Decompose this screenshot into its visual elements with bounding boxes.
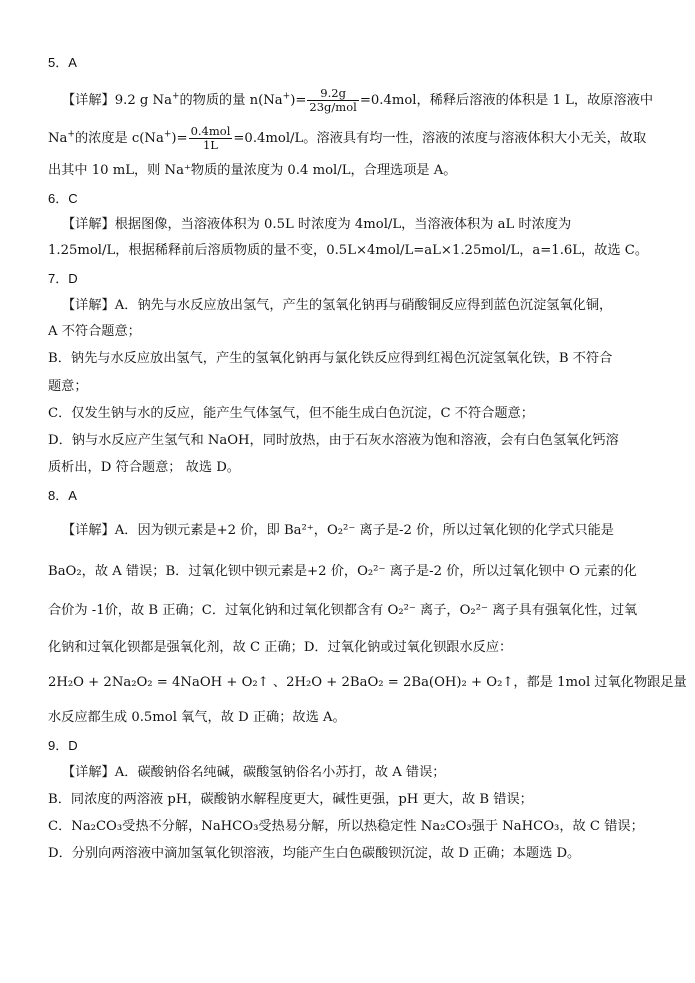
- q9-line-3: C．Na₂CO₃受热不分解，NaHCO₃受热易分解，所以热稳定性 Na₂CO₃强于 NaHCO₃，故 C 错误；: [48, 819, 644, 834]
- q5-text: 【详解】9.2 g Na: [62, 93, 172, 108]
- q5-text: )=: [290, 93, 307, 108]
- q7-line-1: 【详解】A．钠先与水反应放出氢气，产生的氢氧化钠再与硝酸铜反应得到蓝色沉淀氢氧化铜，: [62, 298, 613, 313]
- q7-line-4: 题意；: [48, 379, 88, 394]
- q5-sup: +: [163, 129, 172, 140]
- q8-line-1: 【详解】A．因为钡元素是+2 价，即 Ba²⁺，O₂²⁻ 离子是-2 价，所以过氧化钡的化学式只能是: [62, 523, 614, 538]
- q5-sup: +: [282, 91, 291, 102]
- q7-line-5: C．仅发生钠与水的反应，能产生气体氢气，但不能生成白色沉淀，C 不符合题意；: [48, 406, 534, 421]
- q7-heading: 7．D: [48, 271, 78, 286]
- q5-text: =0.4mol/L。溶液具有均一性，溶液的浓度与溶液体积大小无关，故取: [233, 131, 647, 146]
- q5-heading: 5．A: [48, 55, 77, 70]
- fraction-numerator: 0.4mol: [190, 124, 231, 138]
- fraction-mass: [307, 87, 358, 114]
- q6-heading: 6．C: [48, 191, 78, 206]
- q8-heading: 8．A: [48, 488, 77, 503]
- q9-line-4: D．分别向两溶液中滴加氢氧化钡溶液，均能产生白色碳酸钡沉淀，故 D 正确；本题选 D。: [48, 846, 581, 861]
- q5-sup: +: [67, 129, 75, 140]
- q7-line-7: 质析出，D 符合题意； 故选 D。: [48, 460, 240, 475]
- q5-line-2: [48, 125, 651, 152]
- fraction-denominator: 23g/mol: [309, 100, 357, 114]
- q8-line-2: BaO₂，故 A 错误；B．过氧化钡中钡元素是+2 价，O₂²⁻ 离子是-2 价，所以过氧化钡中 O 元素的化: [48, 564, 637, 579]
- q5-text: =0.4mol，稀释后溶液的体积是 1 L，故原溶液中: [359, 93, 654, 108]
- q9-line-2: B．同浓度的两溶液 pH，碳酸钠水解程度更大，碱性更强，pH 更大，故 B 错误；: [48, 792, 533, 807]
- q9-line-1: 【详解】A．碳酸钠俗名纯碱，碳酸氢钠俗名小苏打，故 A 错误；: [62, 765, 446, 780]
- q5-line-1: [62, 86, 654, 114]
- q7-line-6: D．钠与水反应产生氢气和 NaOH，同时放热，由于石灰水溶液为饱和溶液，会有白色氢氧化钙溶: [48, 433, 619, 448]
- q5-text: 的物质的量 n(Na: [179, 93, 283, 108]
- q8-line-6: 水反应都生成 0.5mol 氧气，故 D 正确；故选 A。: [48, 710, 346, 725]
- q5-sup: +: [171, 91, 180, 102]
- q6-line-1: 【详解】根据图像，当溶液体积为 0.5L 时浓度为 4mol/L，当溶液体积为 aL 时浓度为: [62, 217, 572, 232]
- q6-line-2: 1.25mol/L，根据稀释前后溶质物质的量不变，0.5L×4mol/L=aL×1.25mol/L，a=1.6L，故选 C。: [48, 243, 649, 258]
- q5-line-3: 出其中 10 mL，则 Na⁺物质的量浓度为 0.4 mol/L，合理选项是 A。: [48, 163, 457, 178]
- q7-line-3: B．钠先与水反应放出氢气，产生的氢氧化钠再与氯化铁反应得到红褐色沉淀氢氧化铁，B 不符合: [48, 351, 613, 366]
- fraction-numerator: 9.2g: [307, 87, 358, 101]
- fraction-denominator: 1L: [202, 138, 218, 152]
- q5-text: )=: [171, 131, 188, 146]
- q5-text: 的浓度是 c(Na: [74, 131, 164, 146]
- q9-heading: 9．D: [48, 738, 78, 753]
- q8-line-4: 化钠和过氧化钡都是强氧化剂，故 C 正确；D．过氧化钠或过氧化钡跟水反应：: [48, 640, 513, 655]
- q7-line-2: A 不符合题意；: [48, 324, 141, 339]
- fraction-concentration: [189, 125, 233, 152]
- q5-text: Na: [48, 131, 68, 146]
- q8-line-3: 合价为 -1价，故 B 正确；C．过氧化钠和过氧化钡都含有 O₂²⁻ 离子，O₂²⁻ 离子具有强氧化性，过氧: [48, 603, 638, 618]
- q8-line-5: 2H₂O + 2Na₂O₂ = 4NaOH + O₂↑ 、2H₂O + 2BaO₂ = 2Ba(OH)₂ + O₂↑，都是 1mol 过氧化物跟足量: [48, 675, 687, 690]
